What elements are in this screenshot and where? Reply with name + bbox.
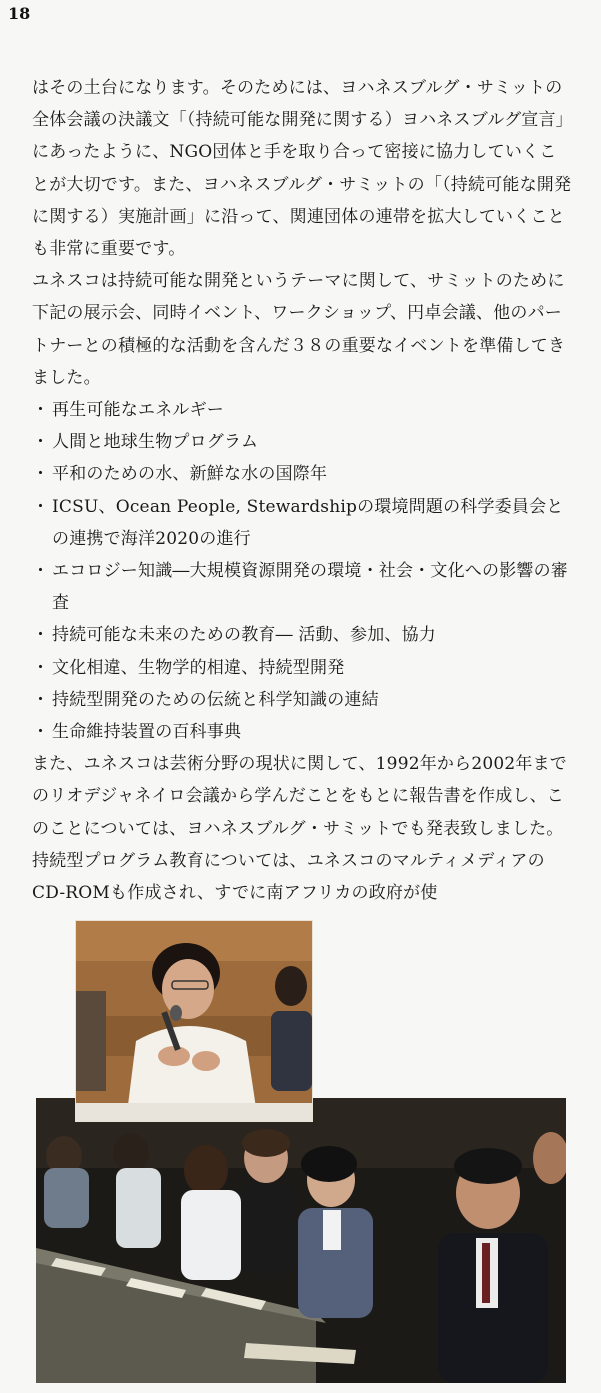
speaker-illustration <box>76 921 312 1121</box>
bullet-marker: ・ <box>32 464 50 485</box>
page-number: 18 <box>8 4 31 23</box>
list-item-text: 再生可能なエネルギー <box>52 400 224 421</box>
photo-meeting-participants <box>36 1098 566 1383</box>
list-item <box>32 555 572 619</box>
bullet-marker: ・ <box>32 722 50 743</box>
list-item-text: 文化相違、生物学的相違、持続型開発 <box>52 657 345 678</box>
list-item <box>32 619 572 651</box>
meeting-participants-illustration <box>36 1098 566 1383</box>
photo-speaker <box>75 920 313 1122</box>
list-item-text: 平和のための水、新鮮な水の国際年 <box>52 464 328 485</box>
body-text <box>32 72 572 909</box>
bullet-list <box>32 394 572 748</box>
list-item <box>32 684 572 716</box>
list-item <box>32 394 572 426</box>
bullet-marker: ・ <box>32 689 50 710</box>
list-item-text: ICSU、Ocean People, Stewardshipの環境問題の科学委員会との連携で海洋2020の進行 <box>52 496 564 549</box>
list-item-text: エコロジー知識―大規模資源開発の環境・社会・文化への影響の審査 <box>52 561 568 614</box>
list-item <box>32 491 572 555</box>
bullet-marker: ・ <box>32 432 50 453</box>
paragraph-3: また、ユネスコは芸術分野の現状に関して、1992年から2002年までのリオデジャネイロ会議から学んだことをもとに報告書を作成し、このことについては、ヨハネスブルグ・サミットでも発表致しました。持続型プログラム教育については、ユネスコのマルティメディアのCD-ROMも作成され、すでに南アフリカの政府が使 <box>32 754 567 904</box>
list-item-text: 持続可能な未来のための教育― 活動、参加、協力 <box>52 625 437 646</box>
bullet-marker: ・ <box>32 400 50 421</box>
list-item <box>32 426 572 458</box>
list-item <box>32 652 572 684</box>
list-item <box>32 716 572 748</box>
bullet-marker: ・ <box>32 657 50 678</box>
list-item-text: 人間と地球生物プログラム <box>52 432 259 453</box>
list-item <box>32 458 572 490</box>
paragraph-1: はその土台になります。そのためには、ヨハネスブルグ・サミットの全体会議の決議文「（持続可能な開発に関する）ヨハネスブルグ宣言」にあったように、NGO団体と手を取り合って密接に協力していくことが大切です。また、ヨハネスブルグ・サミットの「（持続可能な開発に関する）実施計画」に沿って、関連団体の連帯を拡大していくことも非常に重要です。 <box>32 78 572 260</box>
bullet-marker: ・ <box>32 561 50 582</box>
bullet-marker: ・ <box>32 496 50 517</box>
bullet-marker: ・ <box>32 625 50 646</box>
paragraph-2: ユネスコは持続可能な開発というテーマに関して、サミットのために下記の展示会、同時イベント、ワークショップ、円卓会議、他のパートナーとの積極的な活動を含んだ３８の重要なイベントを準備してきました。 <box>32 271 566 388</box>
list-item-text: 生命維持装置の百科事典 <box>52 722 242 743</box>
list-item-text: 持続型開発のための伝統と科学知識の連結 <box>52 689 379 710</box>
